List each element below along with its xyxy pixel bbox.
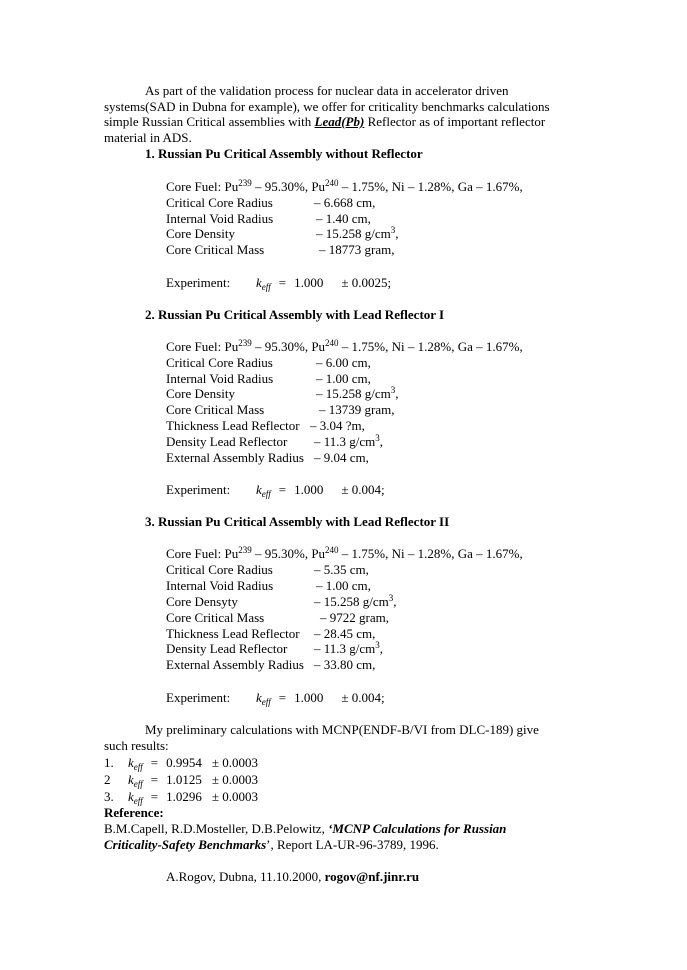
param-row <box>166 242 394 257</box>
param-label: External Assembly Radius <box>166 657 304 672</box>
equals-sign: = <box>278 690 287 705</box>
param-row <box>166 355 371 370</box>
result-number: 1. <box>104 755 114 770</box>
equals-sign: = <box>150 789 159 804</box>
param-value: – 11.3 g/cm <box>314 641 376 656</box>
core-fuel-line <box>166 339 523 354</box>
param-row <box>166 211 371 226</box>
param-tail: , <box>395 226 399 241</box>
experiment-label: Experiment: <box>166 690 231 705</box>
param-row <box>166 610 389 625</box>
fuel-text: – 95.30%, Pu <box>251 179 326 194</box>
param-label: Internal Void Radius <box>166 578 274 593</box>
param-tail: , <box>395 386 399 401</box>
fuel-text: – 1.75%, Ni – 1.28%, Ga – 1.67%, <box>338 179 523 194</box>
k-error: ± 0.004; <box>341 690 385 705</box>
reference-authors: B.M.Capell, R.D.Mosteller, D.B.Pelowitz, <box>104 821 329 836</box>
k-subscript: eff <box>261 282 271 292</box>
result-item <box>104 755 258 770</box>
param-value: – 6.00 cm, <box>316 355 371 370</box>
k-error: ± 0.004; <box>341 482 385 497</box>
param-label: Internal Void Radius <box>166 211 274 226</box>
intro-text: simple Russian Critical assemblies with <box>104 114 315 129</box>
reference-line-2 <box>104 837 439 852</box>
unit-sup: 3 <box>375 640 380 650</box>
intro-line-3 <box>104 114 545 129</box>
param-label: Internal Void Radius <box>166 371 274 386</box>
k-value: 1.000 <box>294 275 324 290</box>
section-heading-1: 1. Russian Pu Critical Assembly without Reflector <box>145 146 423 161</box>
k-symbol: k <box>256 482 262 497</box>
param-value: – 33.80 cm, <box>314 657 376 672</box>
result-error: ± 0.0003 <box>211 789 259 804</box>
param-label: Thickness Lead Reflector <box>166 626 300 641</box>
signature-email[interactable]: rogov@nf.jinr.ru <box>324 869 420 884</box>
isotope-sup: 239 <box>238 338 252 348</box>
param-label: Core Density <box>166 386 235 401</box>
param-label: Density Lead Reflector <box>166 434 288 449</box>
fuel-text: – 95.30%, Pu <box>251 546 326 561</box>
param-row <box>166 386 399 401</box>
param-value: – 9.04 cm, <box>314 450 369 465</box>
k-subscript: eff <box>261 489 271 499</box>
fuel-text: Core Fuel: Pu <box>166 179 239 194</box>
param-row <box>166 562 369 577</box>
result-number: 2 <box>104 772 111 787</box>
param-value: – 18773 gram, <box>319 242 395 257</box>
param-row <box>166 578 371 593</box>
experiment-row <box>166 690 385 705</box>
reference-heading: Reference: <box>104 805 164 820</box>
param-label: Core Critical Mass <box>166 402 265 417</box>
k-symbol: k <box>128 772 134 787</box>
result-number: 3. <box>104 789 114 804</box>
result-error: ± 0.0003 <box>211 755 259 770</box>
intro-text: Reflector as of important reflector <box>364 114 546 129</box>
k-value: 1.000 <box>294 482 324 497</box>
isotope-sup: 239 <box>238 545 252 555</box>
param-value: – 28.45 cm, <box>314 626 376 641</box>
param-value: – 6.668 cm, <box>314 195 376 210</box>
k-eff-symbol <box>128 755 143 770</box>
param-label: Density Lead Reflector <box>166 641 288 656</box>
k-subscript: eff <box>261 697 271 707</box>
core-fuel-line <box>166 546 523 561</box>
reference-title: ‘MCNP Calculations for Russian <box>328 821 507 836</box>
intro-line-2: systems(SAD in Dubna for example), we offer for criticality benchmarks calculations <box>104 99 550 114</box>
result-value: 1.0296 <box>166 789 202 804</box>
k-error: ± 0.0025; <box>341 275 392 290</box>
core-fuel-line <box>166 179 523 194</box>
unit-sup: 3 <box>390 225 396 235</box>
k-symbol: k <box>256 690 262 705</box>
param-value: – 1.40 cm, <box>316 211 371 226</box>
param-row <box>166 626 375 641</box>
param-tail: , <box>379 641 384 656</box>
result-item <box>104 772 258 787</box>
param-tail: , <box>393 594 397 609</box>
experiment-row <box>166 482 385 497</box>
isotope-sup: 240 <box>325 338 339 348</box>
param-row <box>166 657 375 672</box>
result-item <box>104 789 258 804</box>
fuel-text: Core Fuel: Pu <box>166 339 239 354</box>
section-heading-3: 3. Russian Pu Critical Assembly with Lead Reflector II <box>145 514 450 529</box>
experiment-label: Experiment: <box>166 275 231 290</box>
fuel-text: Core Fuel: Pu <box>166 546 239 561</box>
k-symbol: k <box>128 789 134 804</box>
result-error: ± 0.0003 <box>211 772 259 787</box>
k-eff-symbol <box>256 482 271 497</box>
param-row <box>166 594 397 609</box>
equals-sign: = <box>278 482 287 497</box>
k-eff-symbol <box>128 772 143 787</box>
k-eff-symbol <box>256 690 271 705</box>
intro-line-4: material in ADS. <box>104 130 192 145</box>
reference-line-1 <box>104 821 506 836</box>
param-label: Core Critical Mass <box>166 242 265 257</box>
reference-details: ’, Report LA-UR-96-3789, 1996. <box>266 837 439 852</box>
param-label: Critical Core Radius <box>166 195 273 210</box>
intro-line-1: As part of the validation process for nuclear data in accelerator driven <box>145 83 509 98</box>
equals-sign: = <box>150 772 159 787</box>
result-value: 0.9954 <box>166 755 202 770</box>
result-value: 1.0125 <box>166 772 202 787</box>
results-line-1: My preliminary calculations with MCNP(ENDF-B/VI from DLC-189) give <box>145 722 539 737</box>
lead-emphasis: Lead(Pb) <box>314 114 365 129</box>
isotope-sup: 239 <box>238 178 252 188</box>
param-label: External Assembly Radius <box>166 450 304 465</box>
param-row <box>166 371 371 386</box>
experiment-label: Experiment: <box>166 482 231 497</box>
param-label: Core Densyty <box>166 594 238 609</box>
param-row <box>166 434 383 449</box>
param-value: – 15.258 g/cm <box>314 594 389 609</box>
fuel-text: – 1.75%, Ni – 1.28%, Ga – 1.67%, <box>338 339 523 354</box>
fuel-text: – 1.75%, Ni – 1.28%, Ga – 1.67%, <box>338 546 523 561</box>
param-row <box>166 418 365 433</box>
experiment-row <box>166 275 391 290</box>
k-eff-symbol <box>256 275 271 290</box>
results-line-2: such results: <box>104 738 169 753</box>
param-row <box>166 226 399 241</box>
k-value: 1.000 <box>294 690 324 705</box>
param-value: – 15.258 g/cm <box>316 226 391 241</box>
param-value: – 3.04 ?m, <box>310 418 365 433</box>
param-label: Core Critical Mass <box>166 610 265 625</box>
equals-sign: = <box>278 275 287 290</box>
param-label: Critical Core Radius <box>166 562 273 577</box>
param-label: Critical Core Radius <box>166 355 273 370</box>
param-tail: , <box>379 434 384 449</box>
k-eff-symbol <box>128 789 143 804</box>
k-subscript: eff <box>133 796 143 806</box>
param-row <box>166 450 369 465</box>
k-subscript: eff <box>133 779 143 789</box>
param-label: Thickness Lead Reflector <box>166 418 300 433</box>
k-symbol: k <box>128 755 134 770</box>
param-row <box>166 402 394 417</box>
unit-sup: 3 <box>375 433 380 443</box>
k-symbol: k <box>256 275 262 290</box>
param-row <box>166 641 383 656</box>
param-value: – 1.00 cm, <box>316 371 371 386</box>
param-row <box>166 195 375 210</box>
param-value: – 9722 gram, <box>320 610 389 625</box>
unit-sup: 3 <box>390 385 396 395</box>
section-heading-2: 2. Russian Pu Critical Assembly with Lead Reflector I <box>145 307 445 322</box>
param-value: – 15.258 g/cm <box>316 386 391 401</box>
signature <box>166 869 419 884</box>
isotope-sup: 240 <box>325 178 339 188</box>
param-value: – 1.00 cm, <box>316 578 371 593</box>
param-value: – 11.3 g/cm <box>314 434 376 449</box>
equals-sign: = <box>150 755 159 770</box>
reference-title: Criticality-Safety Benchmarks <box>104 837 267 852</box>
param-label: Core Density <box>166 226 235 241</box>
fuel-text: – 95.30%, Pu <box>251 339 326 354</box>
k-subscript: eff <box>133 762 143 772</box>
unit-sup: 3 <box>388 593 394 603</box>
param-value: – 13739 gram, <box>319 402 395 417</box>
signature-text: A.Rogov, Dubna, 11.10.2000, <box>166 869 325 884</box>
isotope-sup: 240 <box>325 545 339 555</box>
param-value: – 5.35 cm, <box>314 562 369 577</box>
